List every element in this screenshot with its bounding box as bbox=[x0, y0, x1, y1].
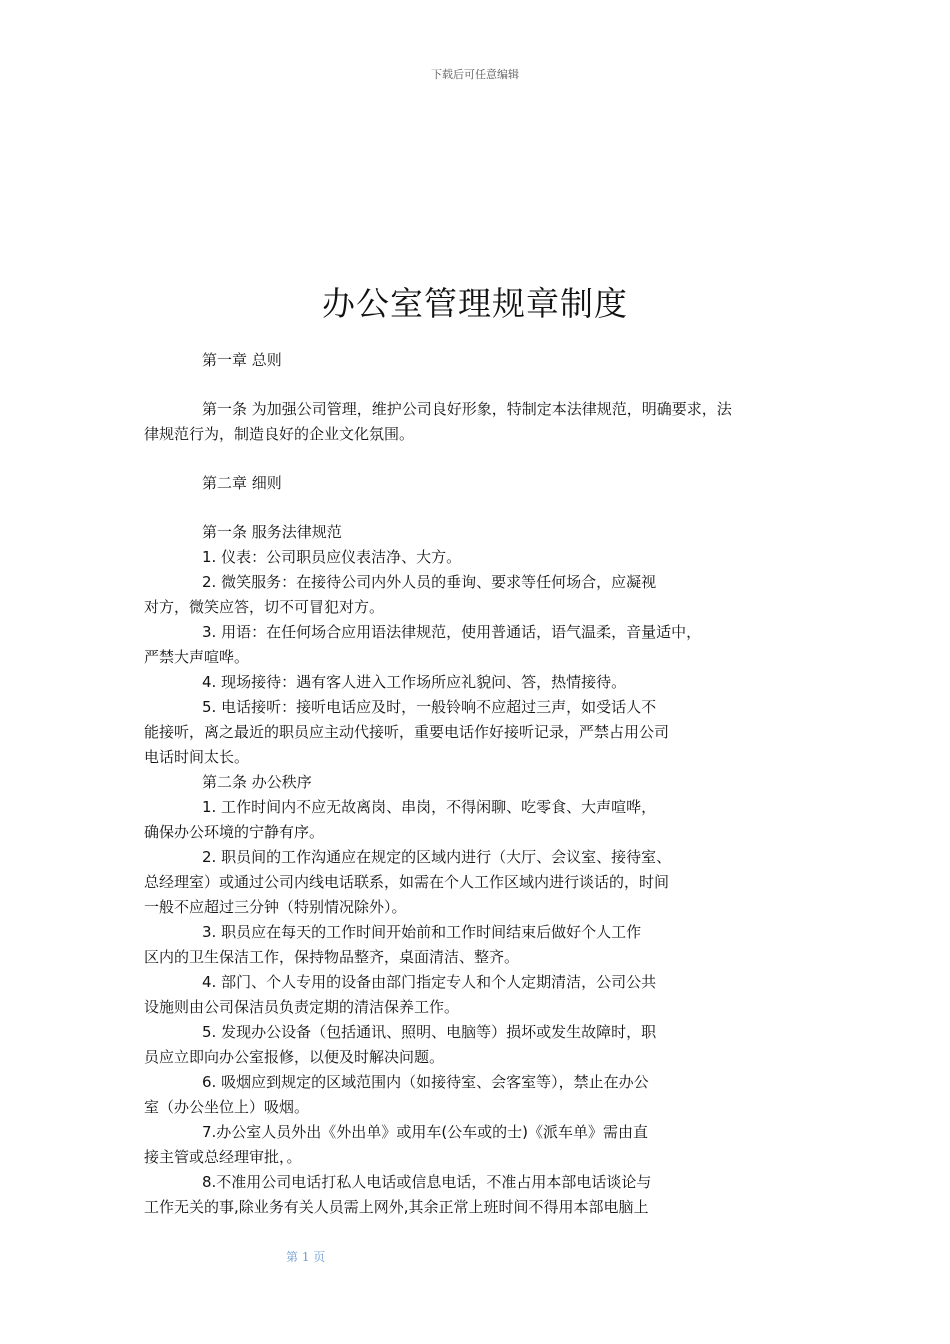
paragraph-line: 室（办公坐位上）吸烟。 bbox=[144, 1098, 310, 1116]
paragraph-line: 4. 现场接待：遇有客人进入工作场所应礼貌问、答，热情接待。 bbox=[202, 673, 627, 691]
document-body bbox=[144, 348, 804, 1220]
paragraph-line: 对方，微笑应答，切不可冒犯对方。 bbox=[144, 598, 385, 616]
paragraph-line: 1. 工作时间内不应无故离岗、串岗，不得闲聊、吃零食、大声喧哗， bbox=[202, 798, 657, 816]
paragraph-line: 律规范行为，制造良好的企业文化氛围。 bbox=[144, 425, 415, 443]
paragraph-line: 严禁大声喧哗。 bbox=[144, 648, 250, 666]
paragraph-line: 2. 微笑服务：在接待公司内外人员的垂询、要求等任何场合，应凝视 bbox=[202, 573, 657, 591]
article-heading: 第二条 办公秩序 bbox=[202, 773, 312, 791]
paragraph-line: 电话时间太长。 bbox=[144, 748, 250, 766]
paragraph-line: 能接听，离之最近的职员应主动代接听，重要电话作好接听记录，严禁占用公司 bbox=[144, 723, 670, 741]
article-heading: 第一条 服务法律规范 bbox=[202, 523, 342, 541]
paragraph-line: 3. 用语：在任何场合应用语法律规范，使用普通话，语气温柔，音量适中， bbox=[202, 623, 702, 641]
paragraph-line: 一般不应超过三分钟（特别情况除外）。 bbox=[144, 898, 407, 916]
paragraph-line: 接主管或总经理审批，。 bbox=[144, 1148, 302, 1166]
paragraph-line: 确保办公环境的宁静有序。 bbox=[144, 823, 325, 841]
chapter-heading: 第二章 细则 bbox=[202, 474, 282, 492]
paragraph-line: 区内的卫生保洁工作，保持物品整齐，桌面清洁、整齐。 bbox=[144, 948, 520, 966]
paragraph-line: 3. 职员应在每天的工作时间开始前和工作时间结束后做好个人工作 bbox=[202, 923, 642, 941]
paragraph-line: 员应立即向办公室报修，以便及时解决问题。 bbox=[144, 1048, 445, 1066]
paragraph-line: 总经理室）或通过公司内线电话联系，如需在个人工作区域内进行谈话的，时间 bbox=[144, 873, 670, 891]
paragraph-line: 5. 发现办公设备（包括通讯、照明、电脑等）损坏或发生故障时，职 bbox=[202, 1023, 657, 1041]
paragraph-line: 工作无关的事,除业务有关人员需上网外,其余正常上班时间不得用本部电脑上 bbox=[144, 1198, 649, 1216]
paragraph-line: 8.不准用公司电话打私人电话或信息电话，不准占用本部电话谈论与 bbox=[202, 1173, 652, 1191]
paragraph-line: 5. 电话接听：接听电话应及时，一般铃响不应超过三声，如受话人不 bbox=[202, 698, 657, 716]
paragraph-line: 7.办公室人员外出《外出单》或用车(公车或的士)《派车单》需由直 bbox=[202, 1123, 649, 1141]
document-title: 办公室管理规章制度 bbox=[322, 284, 628, 323]
paragraph-line: 6. 吸烟应到规定的区域范围内（如接待室、会客室等），禁止在办公 bbox=[202, 1073, 649, 1091]
paragraph-line: 2. 职员间的工作沟通应在规定的区域内进行（大厅、会议室、接待室、 bbox=[202, 848, 672, 866]
page-footer: 第 1 页 bbox=[286, 1250, 326, 1264]
paragraph-line: 1. 仪表：公司职员应仪表洁净、大方。 bbox=[202, 548, 462, 566]
chapter-heading: 第一章 总则 bbox=[202, 351, 282, 369]
paragraph-line: 第一条 为加强公司管理，维护公司良好形象，特制定本法律规范，明确要求，法 bbox=[202, 400, 732, 418]
page-header: 下载后可任意编辑 bbox=[431, 68, 519, 81]
paragraph-line: 设施则由公司保洁员负责定期的清洁保养工作。 bbox=[144, 998, 460, 1016]
paragraph-line: 4. 部门、个人专用的设备由部门指定专人和个人定期清洁，公司公共 bbox=[202, 973, 657, 991]
